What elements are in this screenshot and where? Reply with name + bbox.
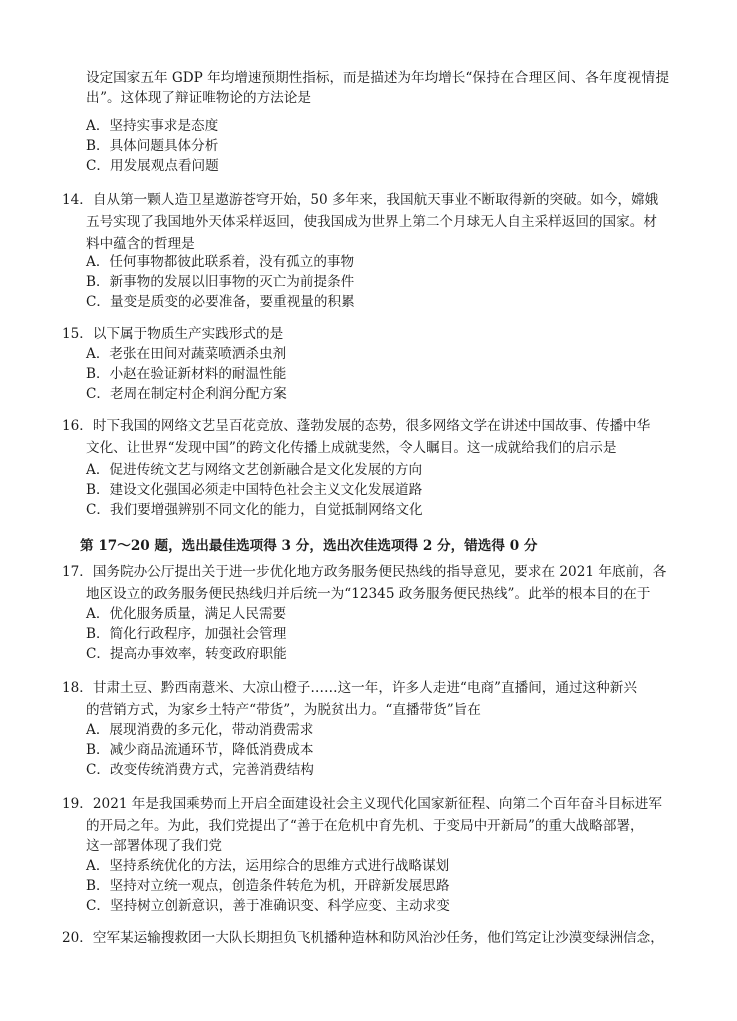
q18-option-b: B．减少商品流通环节，降低消费成本 [86, 742, 314, 758]
q14-stem-line1: 14．自从第一颗人造卫星遨游苍穹开始，50 多年来，我国航天事业不断取得新的突破。如今，嫦娥 [62, 192, 659, 208]
q17-stem-line2: 地区设立的政务服务便民热线归并后统一为“12345 政务服务便民热线”。此举的根本目的在于 [86, 586, 651, 602]
q20-stem-line1: 20．空军某运输搜救团一大队长期担负飞机播种造林和防风治沙任务，他们笃定让沙漠变绿洲信念， [62, 930, 664, 946]
q17-stem-line1: 17．国务院办公厅提出关于进一步优化地方政务服务便民热线的指导意见，要求在 2021 年底前，各 [62, 564, 667, 580]
q16-option-a: A．促进传统文艺与网络文艺创新融合是文化发展的方向 [86, 462, 423, 478]
q15-stem-line1: 15．以下属于物质生产实践形式的是 [62, 326, 284, 342]
q19-stem-line1: 19．2021 年是我国乘势而上开启全面建设社会主义现代化国家新征程、向第二个百年奋斗目标进军 [62, 796, 662, 812]
q14-stem-line3: 料中蕴含的哲理是 [86, 236, 195, 252]
q13-option-a: A．坚持实事求是态度 [86, 118, 219, 134]
q16-option-c: C．我们要增强辨别不同文化的能力，自觉抵制网络文化 [86, 502, 423, 518]
q16-stem-line2: 文化、让世界“发现中国”的跨文化传播上成就斐然，令人瞩目。这一成就给我们的启示是 [86, 440, 617, 456]
q13-option-b: B．具体问题具体分析 [86, 138, 219, 154]
q13-line2: 出”。这体现了辩证唯物论的方法论是 [86, 90, 311, 106]
q18-stem-line2: 的营销方式，为家乡土特产“带货”，为脱贫出力。“直播带货”旨在 [86, 702, 481, 718]
q15-option-a: A．老张在田间对蔬菜喷洒杀虫剂 [86, 346, 287, 362]
q13-line1: 设定国家五年 GDP 年均增速预期性指标，而是描述为年均增长“保持在合理区间、各年度视情提 [86, 70, 670, 86]
q18-stem-line1: 18．甘肃土豆、黔西南薏米、大凉山橙子……这一年，许多人走进“电商”直播间，通过这种新兴 [62, 680, 637, 696]
q13-option-c: C．用发展观点看问题 [86, 158, 219, 174]
q14-option-a: A．任何事物都彼此联系着，没有孤立的事物 [86, 254, 355, 270]
section-instruction: 第 17～20 题，选出最佳选项得 3 分，选出次佳选项得 2 分，错选得 0 分 [80, 538, 538, 554]
q19-stem-line2: 的开局之年。为此，我们党提出了“善于在危机中育先机、于变局中开新局”的重大战略部署， [86, 818, 644, 834]
q14-option-b: B．新事物的发展以旧事物的灭亡为前提条件 [86, 274, 355, 290]
q17-option-b: B．简化行政程序，加强社会管理 [86, 626, 287, 642]
q16-stem-line1: 16．时下我国的网络文艺呈百花竞放、蓬勃发展的态势，很多网络文学在讲述中国故事、传播中华 [62, 418, 651, 434]
q19-stem-line3: 这一部署体现了我们党 [86, 838, 222, 854]
q14-stem-line2: 五号实现了我国地外天体采样返回，使我国成为世界上第二个月球无人自主采样返回的国家。材 [86, 214, 657, 230]
q14-option-c: C．量变是质变的必要准备，要重视量的积累 [86, 294, 355, 310]
q18-option-c: C．改变传统消费方式，完善消费结构 [86, 762, 314, 778]
q17-option-c: C．提高办事效率，转变政府职能 [86, 646, 287, 662]
q19-option-a: A．坚持系统优化的方法，运用综合的思维方式进行战略谋划 [86, 858, 450, 874]
q16-option-b: B．建设文化强国必须走中国特色社会主义文化发展道路 [86, 482, 423, 498]
q15-option-c: C．老周在制定村企利润分配方案 [86, 386, 287, 402]
q17-option-a: A．优化服务质量，满足人民需要 [86, 606, 287, 622]
q18-option-a: A．展现消费的多元化，带动消费需求 [86, 722, 314, 738]
q19-option-b: B．坚持对立统一观点，创造条件转危为机，开辟新发展思路 [86, 878, 450, 894]
q15-option-b: B．小赵在验证新材料的耐温性能 [86, 366, 287, 382]
q19-option-c: C．坚持树立创新意识，善于准确识变、科学应变、主动求变 [86, 898, 450, 914]
